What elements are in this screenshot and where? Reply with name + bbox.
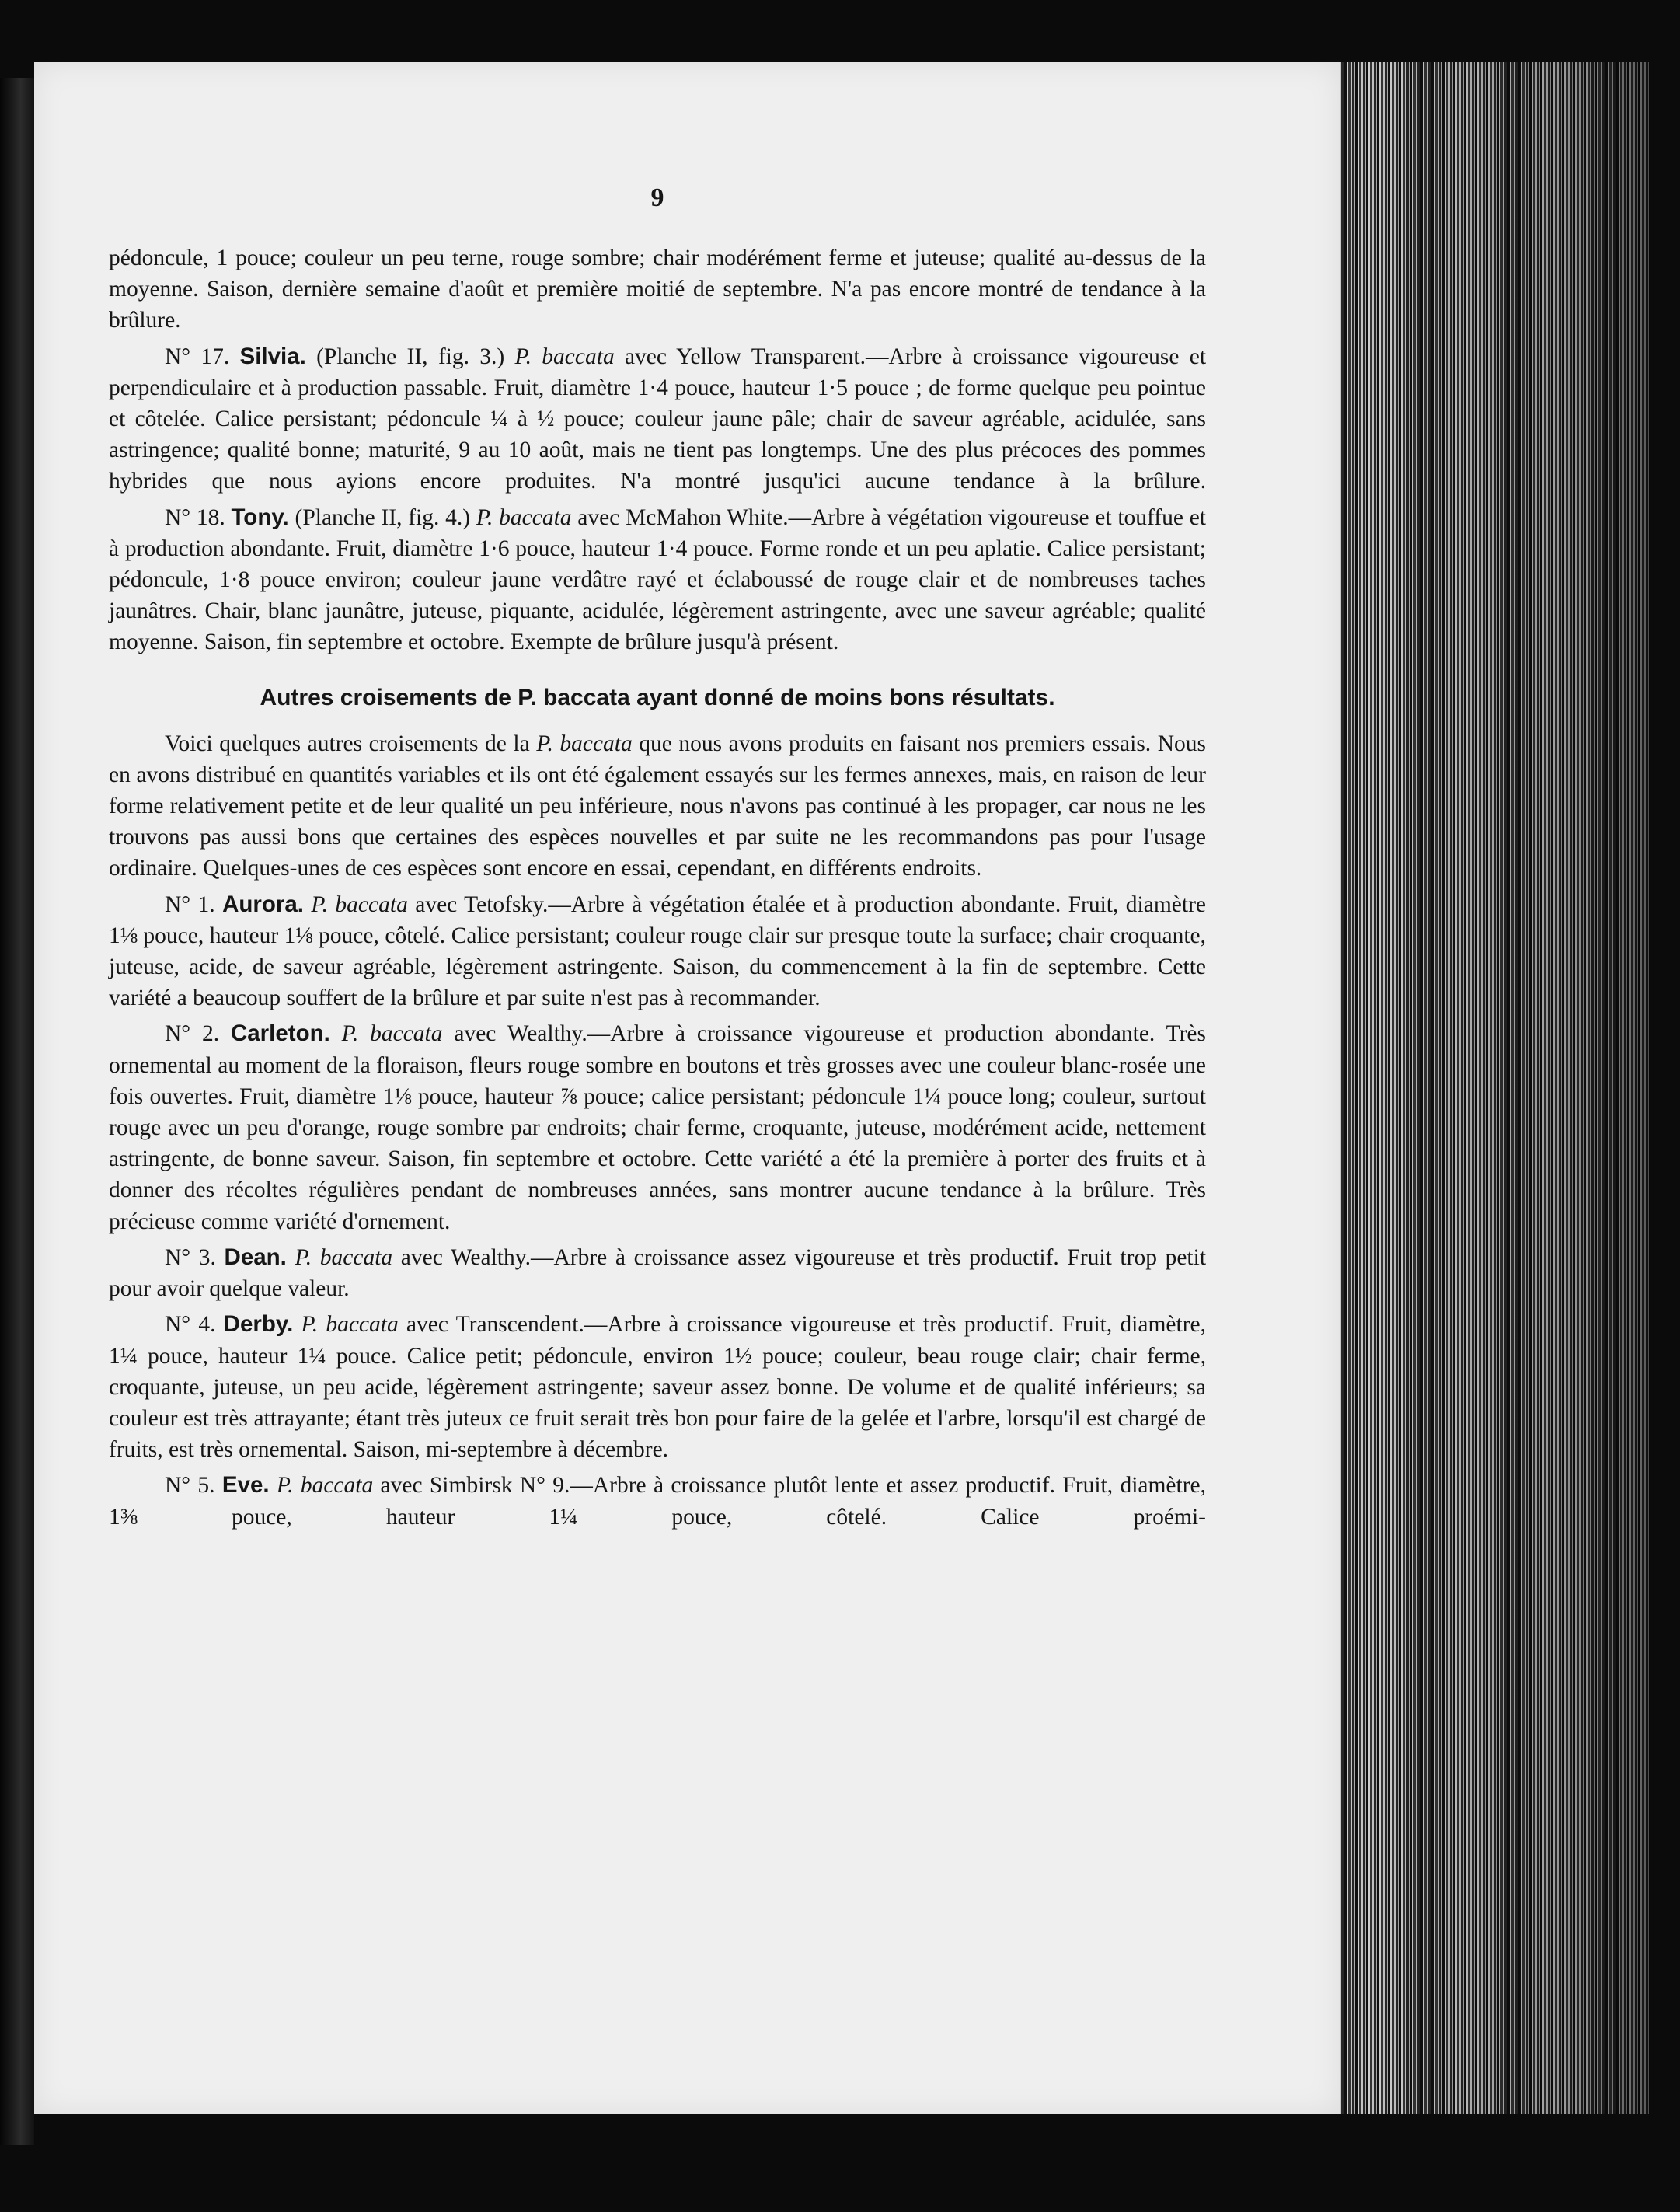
entry-text: avec Wealthy.—Arbre à croissance vigoureuse et production abondante. Très ornemental au moment de la floraison, fleurs rouge sombre en boutons et très grosses avec une couleur blanc-rosée une fois ouvertes. Fruit, diamètre 1⅛ pouce, hauteur ⅞ pouce; calice persistant; pédoncule 1¼ pouce long; couleur, surtout rouge avec un peu d'orange, rouge sombre par endroits; chair ferme, croquante, juteuse, modérément acide, nettement astringente, de bonne saveur. Saison, fin septembre et octobre. Cette variété a été la première à porter des fruits et à donner des récoltes régulières pendant de nombreuses années, sans montrer aucune tendance à la brûlure. Très précieuse comme variété d'ornement.: [109, 1021, 1206, 1234]
entry-number: N° 1.: [165, 891, 215, 917]
variety-name: Dean.: [224, 1244, 287, 1270]
plate-ref: (Planche II, fig. 3.): [316, 344, 505, 369]
page-number: 9: [650, 183, 664, 212]
entry-dean: [109, 1242, 1206, 1304]
species-name: P. baccata: [341, 1021, 443, 1047]
intro-text-b: que nous avons produits en faisant nos premiers essais. Nous en avons distribué en quantités variables et ils ont été également essayés sur les fermes annexes, mais, en raison de leur forme relativement petite et de leur qualité un peu inférieure, nous n'avons pas continué à les propager, car nous ne les trouvons pas aussi bons que certaines des espèces nouvelles et par suite ne les recommandons pas pour l'usage ordinaire. Quelques-unes de ces espèces sont encore en essai, cependant, en différents endroits.: [109, 731, 1206, 881]
entry-number: N° 5.: [165, 1473, 215, 1499]
entry-text: avec Transcendent.—Arbre à croissance vigoureuse et très productif. Fruit, diamètre, 1¼ pouce, hauteur 1¼ pouce. Calice petit; pédoncule, environ 1½ pouce; couleur, beau rouge clair; chair ferme, croquante, juteuse, un peu acide, légèrement astringente; saveur assez bonne. De volume et de qualité inférieurs; sa couleur est très attrayante; étant très juteux ce fruit serait très bon pour faire de la gelée et l'arbre, lorsqu'il est chargé de fruits, est très ornemental. Saison, mi-septembre à décembre.: [109, 1312, 1206, 1463]
variety-name: Carleton.: [230, 1021, 330, 1047]
entry-number: N° 4.: [165, 1312, 216, 1338]
section-intro: [109, 728, 1206, 884]
species-name: P. baccata: [295, 1244, 393, 1270]
species-name: P. baccata: [514, 344, 615, 369]
book-spine-shadow: [0, 78, 34, 2145]
entry-number: N° 18.: [165, 504, 225, 530]
entry-text: avec McMahon White.—Arbre à végétation vigoureuse et touffue et à production abondante. Fruit, diamètre 1·6 pouce, hauteur 1·4 pouce. Forme ronde et un peu aplatie. Calice persistant; pédoncule, 1·8 pouce environ; couleur jaune verdâtre rayé et éclaboussé de rouge clair et de nombreuses taches jaunâtres. Chair, blanc jaunâtre, juteuse, piquante, acidulée, légèrement astringente, avec une saveur agréable; qualité moyenne. Saison, fin septembre et octobre. Exempte de brûlure jusqu'à présent.: [109, 504, 1207, 655]
entry-number: N° 2.: [165, 1021, 220, 1047]
entry-derby: [109, 1309, 1206, 1465]
species-name: P. baccata: [476, 504, 572, 530]
species-name: P. baccata: [536, 731, 633, 756]
variety-name: Aurora.: [222, 891, 304, 917]
entry-text: avec Yellow Transparent.—Arbre à croissance vigoureuse et perpendiculaire et à production passable. Fruit, diamètre 1·4 pouce, hauteur 1·5 pouce ; de forme quelque peu pointue et côtelée. Calice persistant; pédoncule ¼ à ½ pouce; couleur jaune pâle; chair de saveur agréable, acidulée, sans astringence; qualité bonne; maturité, 9 au 10 août, mais ne tient pas longtemps. Une des plus précoces des pommes hybrides que nous ayions encore produites. N'a montré jusqu'ici aucune tendance à la brûlure.: [109, 344, 1207, 494]
species-name: P. baccata: [311, 891, 408, 917]
variety-name: Tony.: [231, 504, 289, 530]
variety-name: Silvia.: [239, 343, 306, 369]
page-content: [109, 183, 1206, 1533]
species-name: P. baccata: [276, 1473, 374, 1499]
entry-text: avec Tetofsky.—Arbre à végétation étalée et à production abondante. Fruit, diamètre 1⅛ pouce, hauteur 1⅛ pouce, côtelé. Calice persistant; couleur rouge clair sur presque toute la surface; chair croquante, juteuse, acide, de saveur agréable, légèrement astringente. Saison, du commencement à la fin de septembre. Cette variété a beaucoup souffert de la brûlure et par suite n'est pas à recommander.: [109, 891, 1206, 1011]
section-heading: Autres croisements de P. baccata ayant donné de moins bons résultats.: [260, 684, 1055, 710]
entry-number: N° 3.: [165, 1244, 216, 1270]
entry-aurora: [109, 889, 1206, 1014]
entry-text: avec Wealthy.—Arbre à croissance assez vigoureuse et très productif. Fruit trop petit pour avoir quelque valeur.: [109, 1244, 1207, 1302]
entry-number: N° 17.: [165, 344, 230, 369]
variety-name: Derby.: [223, 1311, 294, 1338]
entry-tony: [109, 502, 1206, 658]
intro-paragraph: pédoncule, 1 pouce; couleur un peu terne, rouge sombre; chair modérément ferme et juteuse; qualité au-dessus de la moyenne. Saison, dernière semaine d'août et première moitié de septembre. N'a pas encore montré de tendance à la brûlure.: [109, 246, 1206, 333]
entry-text: avec Simbirsk N° 9.—Arbre à croissance plutôt lente et assez productif. Fruit, diamètre, 1⅜ pouce, hauteur 1¼ pouce, côtelé. Calice proémi-: [109, 1473, 1207, 1530]
species-name: P. baccata: [301, 1312, 399, 1338]
entry-eve: [109, 1470, 1206, 1532]
intro-text-a: Voici quelques autres croisements de la: [165, 731, 537, 756]
variety-name: Eve.: [221, 1472, 270, 1499]
entry-carleton: [109, 1018, 1206, 1237]
entry-silvia: [109, 341, 1206, 497]
page-stack-edges: [1340, 62, 1650, 2114]
plate-ref: (Planche II, fig. 4.): [295, 504, 471, 530]
